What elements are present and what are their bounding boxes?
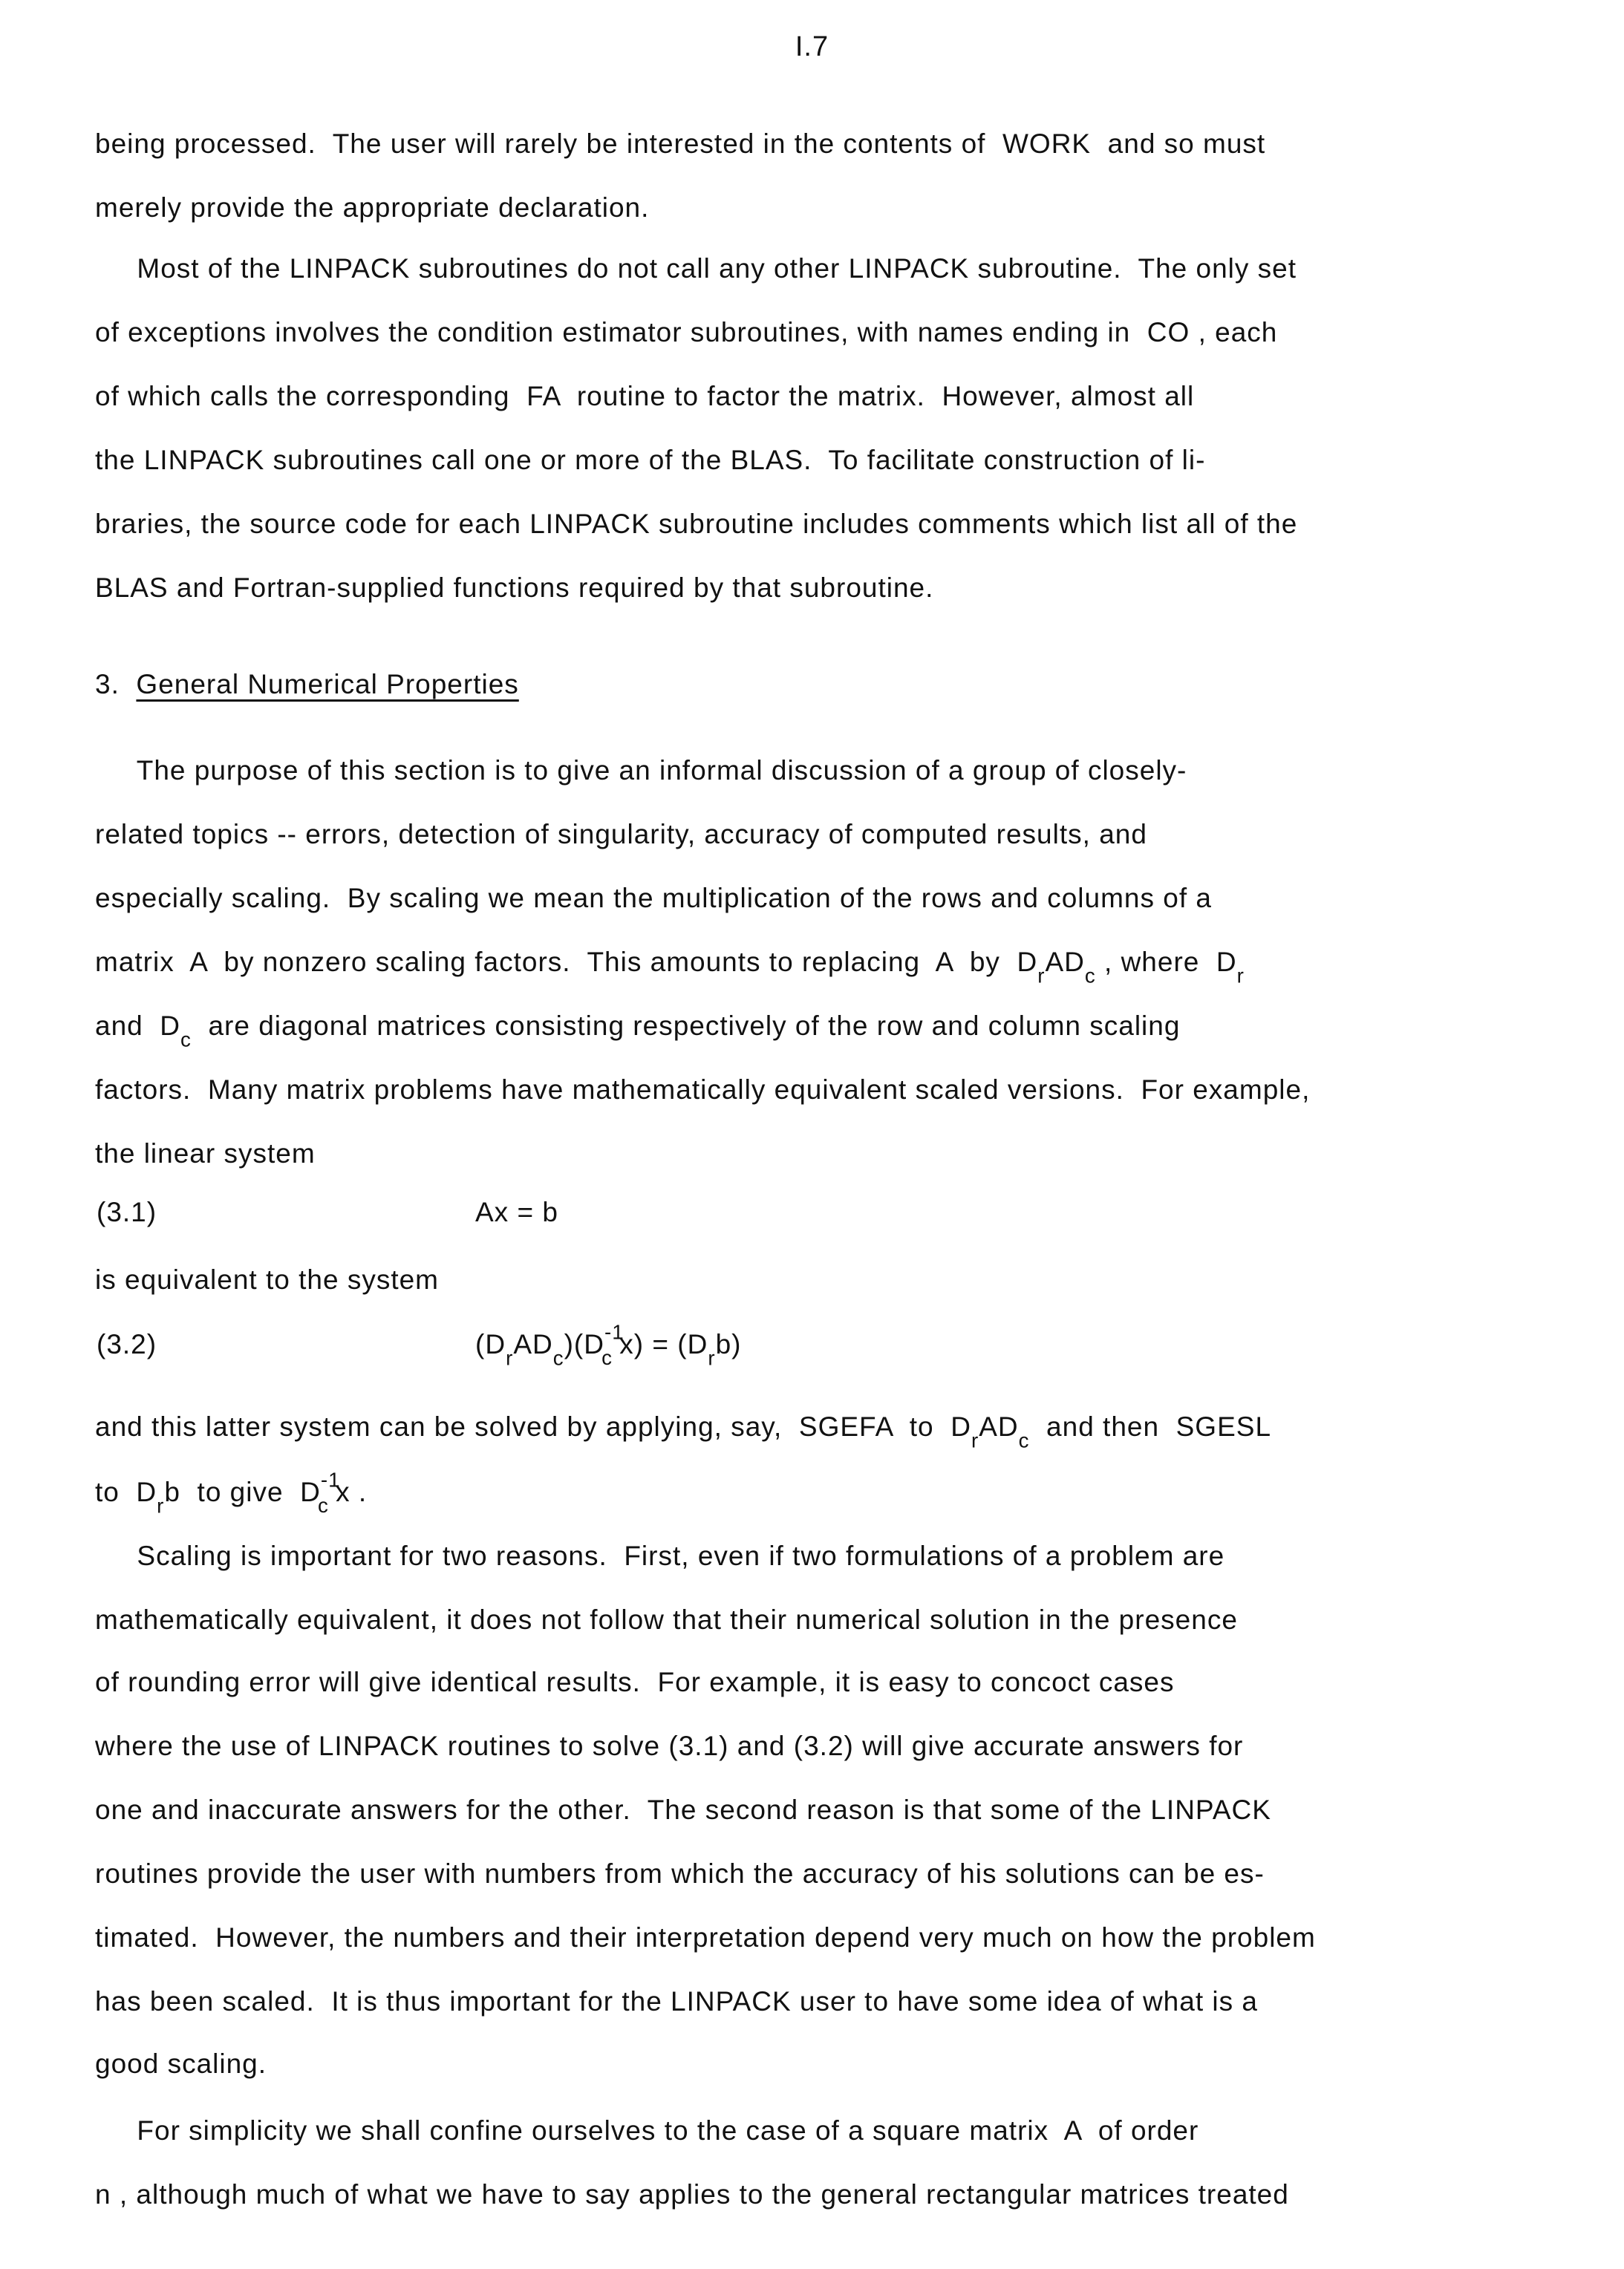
text-line: the LINPACK subroutines call one or more of the BLAS. To facilitate construction of li- [95, 445, 1206, 475]
text-run: and this latter system can be solved by applying, say, SGEFA to [95, 1411, 951, 1442]
math-DrADc: $D_rAD_c$ [1017, 947, 1096, 987]
text-run: to [95, 1477, 137, 1507]
text-line: braries, the source code for each LINPACK subroutine includes comments which list all of the [95, 509, 1298, 539]
section-heading [95, 665, 519, 704]
text-line: where the use of LINPACK routines to solve (3.1) and (3.2) will give accurate answers for [95, 1731, 1244, 1761]
text-line: mathematically equivalent, it does not follow that their numerical solution in the presence [95, 1604, 1238, 1635]
text-line: one and inaccurate answers for the other. The second reason is that some of the LINPACK [95, 1795, 1271, 1825]
text-line: routines provide the user with numbers from which the accuracy of his solutions can be es- [95, 1858, 1265, 1889]
equation-label: (3.2) [97, 1329, 157, 1359]
equation-label: (3.1) [97, 1197, 157, 1227]
text-run: matrix A by nonzero scaling factors. This amounts to replacing A by [95, 947, 1017, 977]
section-number: 3. [95, 669, 120, 699]
math-Dc-inverse-x: $D^{-1}_c$ x [300, 1468, 350, 1518]
equation-3-1: Ax = b [475, 1197, 558, 1227]
text-line: For simplicity we shall confine ourselves to the case of a square matrix A of order [95, 2115, 1199, 2146]
text-line: has been scaled. It is thus important for the LINPACK user to have some idea of what is a [95, 1986, 1258, 2017]
math-Dr: $D_r$ [1216, 947, 1245, 987]
text-line [95, 943, 1245, 987]
equation-3-2: $(D_rAD_c)(D^{-1}_c$ $x) = (D_rb)$ [475, 1320, 742, 1370]
text-line: Most of the LINPACK subroutines do not call any other LINPACK subroutine. The only set [95, 253, 1297, 284]
text-line: being processed. The user will rarely be interested in the contents of WORK and so must [95, 128, 1266, 159]
text-line: of which calls the corresponding FA routine to factor the matrix. However, almost all [95, 381, 1195, 411]
text-line: the linear system [95, 1138, 316, 1169]
text-line [95, 1007, 1181, 1051]
text-line: is equivalent to the system [95, 1264, 439, 1295]
page-number: I.7 [795, 31, 829, 62]
text-run: to give [180, 1477, 301, 1507]
text-line: timated. However, the numbers and their interpretation depend very much on how the problem [95, 1922, 1316, 1953]
text-line: BLAS and Fortran-supplied functions required by that subroutine. [95, 572, 934, 603]
math-DrADc: $D_rAD_c$ [950, 1411, 1030, 1452]
text-line: factors. Many matrix problems have mathematically equivalent scaled versions. For example, [95, 1074, 1311, 1105]
text-line: The purpose of this section is to give an informal discussion of a group of closely- [95, 755, 1187, 786]
text-run: , where [1095, 947, 1216, 977]
text-line: of rounding error will give identical results. For example, it is easy to concoct cases [95, 1667, 1175, 1697]
text-run: are diagonal matrices consisting respectively of the row and column scaling [191, 1011, 1181, 1041]
text-line: merely provide the appropriate declaration. [95, 192, 650, 223]
text-line [95, 1468, 368, 1518]
text-line: especially scaling. By scaling we mean the multiplication of the rows and columns of a [95, 883, 1212, 913]
math-Dc: $D_c$ [160, 1011, 192, 1051]
text-run: . [350, 1477, 368, 1507]
text-line: n , although much of what we have to say applies to the general rectangular matrices treated [95, 2179, 1289, 2210]
text-line: of exceptions involves the condition estimator subroutines, with names ending in CO , each [95, 317, 1278, 347]
text-run: and [95, 1011, 160, 1041]
text-line [95, 1408, 1272, 1452]
section-title: General Numerical Properties [136, 669, 519, 699]
text-line: good scaling. [95, 2048, 267, 2079]
text-line: related topics -- errors, detection of singularity, accuracy of computed results, and [95, 819, 1147, 849]
text-line: Scaling is important for two reasons. First, even if two formulations of a problem are [95, 1541, 1225, 1571]
text-run: and then SGESL [1029, 1411, 1272, 1442]
math-Drb: $D_rb$ [136, 1477, 180, 1518]
